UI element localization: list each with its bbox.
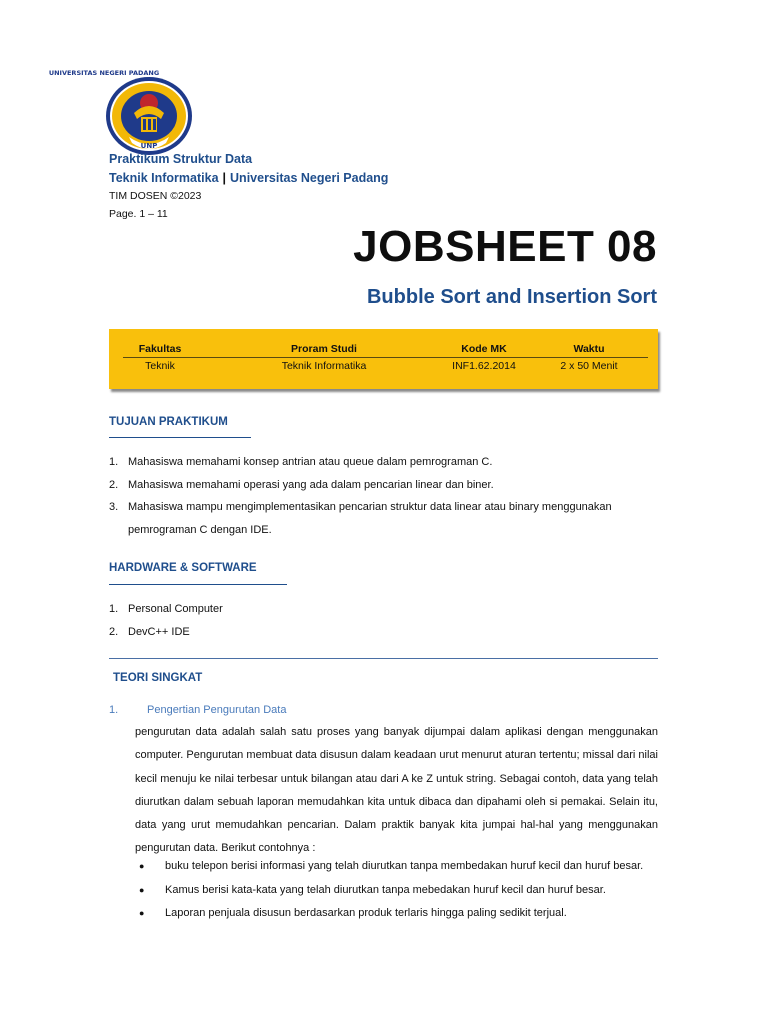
tujuan-list [109, 451, 669, 541]
list-item-number: 1. [109, 603, 119, 615]
example-bullet-list [139, 855, 658, 926]
list-item-continuation: pemrograman C dengan IDE. [128, 523, 272, 536]
info-table-divider [123, 357, 648, 358]
list-item [109, 451, 669, 474]
list-item-number: 2. [109, 478, 119, 491]
page-range: Page. 1 – 11 [109, 208, 168, 220]
bullet-dot-icon: ● [139, 884, 145, 895]
bullet-text: Kamus berisi kata-kata yang telah diurutkan tanpa mebedakan huruf kecil dan huruf besar. [165, 883, 606, 896]
bullet-text: Laporan penjuala disusun berdasarkan produk terlaris hingga paling sedikit terjual. [165, 907, 567, 919]
list-item-text: Mahasiswa mampu mengimplementasikan pencarian struktur data linear atau binary menggunakan [128, 501, 612, 513]
value-waktu: 2 x 50 Menit [560, 360, 618, 372]
list-item-number: 3. [109, 501, 119, 513]
bullet-item [139, 855, 658, 878]
section-heading-tujuan: TUJUAN PRAKTIKUM [109, 416, 228, 428]
course-info-table [109, 329, 658, 389]
section-divider [109, 658, 658, 659]
section-heading-hardware: HARDWARE & SOFTWARE [109, 562, 257, 574]
header-fakultas: Fakultas [138, 343, 182, 355]
team-credit: TIM DOSEN ©2023 [109, 190, 202, 202]
header-kode-mk: Kode MK [461, 343, 507, 355]
header-program-studi: Proram Studi [291, 343, 357, 355]
value-program-studi: Teknik Informatika [281, 360, 367, 372]
value-fakultas: Teknik [145, 360, 175, 372]
list-item [109, 621, 609, 644]
document-subtitle: Bubble Sort and Insertion Sort [366, 286, 657, 308]
subsection-number: 1. [109, 704, 119, 716]
bullet-item [139, 879, 658, 902]
bullet-dot-icon: ● [139, 861, 145, 871]
section-underline-tujuan [109, 437, 251, 438]
unp-logo [48, 69, 194, 157]
hardware-list [109, 598, 609, 643]
teori-paragraph: pengurutan data adalah salah satu proses yang banyak dijumpai dalam aplikasi dengan menggunakan computer. Pengurutan membuat data disusun dalam keadaan urut menurut aturan tertentu; missal dari nilai kecil menuju ke nilai terbesar untuk bilangan atau dari A ke Z untuk string. Sebagai contoh, data yang telah diurutkan dalam sebuah laporan memudahkan kita untuk dibaca dan dipahami oleh si pemakai. Selain itu, data yang urut memudahkan pencarian. Dalam praktik banyak kita jumpai hal-hal yang menggunakan pengurutan data. Berikut contohnya : [135, 726, 658, 855]
subsection-title-text: Pengertian Pengurutan Data [147, 704, 287, 716]
section-heading-teori: TEORI SINGKAT [113, 672, 203, 684]
list-item-text: Mahasiswa memahami konsep antrian atau queue dalam pemrograman C. [128, 456, 493, 468]
subsection-title [109, 704, 286, 716]
course-name: Praktikum Struktur Data [109, 152, 253, 166]
list-item-text: Mahasiswa memahami operasi yang ada dalam pencarian linear dan biner. [128, 478, 494, 491]
list-item-text: DevC++ IDE [128, 625, 190, 638]
value-kode-mk: INF1.62.2014 [452, 360, 516, 372]
header-separator: | [222, 171, 227, 185]
department-name: Teknik Informatika [109, 171, 219, 185]
university-name: Universitas Negeri Padang [230, 171, 389, 185]
section-underline-hardware [109, 584, 287, 585]
list-item-number: 1. [109, 456, 119, 468]
list-item [109, 598, 609, 621]
department-line [109, 171, 388, 185]
bullet-dot-icon: ● [139, 908, 145, 918]
logo-text-unp: UNP [140, 142, 158, 150]
bullet-item [139, 902, 658, 925]
bullet-text: buku telepon berisi informasi yang telah diurutkan tanpa membedakan huruf kecil dan huruf besar. [165, 860, 644, 872]
list-item [109, 474, 669, 497]
header-waktu: Waktu [573, 343, 605, 355]
document-title: JOBSHEET 08 [353, 222, 657, 271]
list-item-text: Personal Computer [128, 603, 223, 615]
logo-text-top: UNIVERSITAS NEGERI PADANG [48, 69, 160, 77]
list-item-number: 2. [109, 625, 119, 638]
list-item [109, 496, 669, 519]
